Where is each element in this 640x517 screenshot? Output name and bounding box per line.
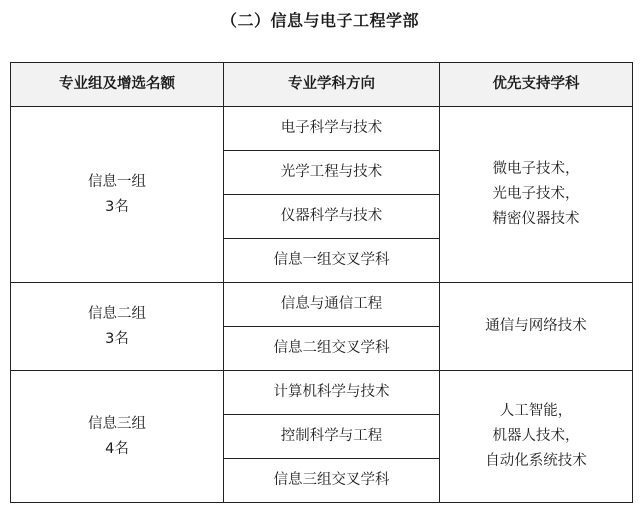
header-major-direction: 专业学科方向 <box>224 63 440 107</box>
priority-line: 自动化系统技术 <box>485 453 587 469</box>
group-quota: 4名 <box>105 440 129 457</box>
group-name: 信息三组 <box>88 415 146 432</box>
group-name: 信息一组 <box>88 173 146 190</box>
major-cell: 信息与通信工程 <box>224 283 440 327</box>
priority-cell <box>440 283 633 371</box>
header-group-quota: 专业组及增选名额 <box>11 63 224 107</box>
major-cell: 信息二组交叉学科 <box>224 327 440 371</box>
priority-line: 人工智能， <box>499 403 573 419</box>
priority-line: 光电子技术， <box>492 186 580 202</box>
priority-line: 精密仪器技术 <box>492 211 580 227</box>
priority-line: 通信与网络技术 <box>485 318 587 334</box>
priority-cell <box>440 371 633 503</box>
table-row <box>11 107 633 151</box>
group-cell <box>11 371 224 503</box>
group-cell <box>11 107 224 283</box>
discipline-table <box>10 62 633 503</box>
major-cell: 电子科学与技术 <box>224 107 440 151</box>
major-cell: 计算机科学与技术 <box>224 371 440 415</box>
major-cell: 仪器科学与技术 <box>224 195 440 239</box>
priority-line: 微电子技术， <box>492 161 580 177</box>
group-cell <box>11 283 224 371</box>
table-row <box>11 371 633 415</box>
priority-cell <box>440 107 633 283</box>
table-row <box>11 283 633 327</box>
section-title: （二）信息与电子工程学部 <box>220 11 419 30</box>
major-cell: 信息一组交叉学科 <box>224 239 440 283</box>
header-priority-discipline: 优先支持学科 <box>440 63 633 107</box>
group-name: 信息二组 <box>88 305 146 322</box>
group-quota: 3名 <box>105 330 129 347</box>
major-cell: 信息三组交叉学科 <box>224 459 440 503</box>
major-cell: 光学工程与技术 <box>224 151 440 195</box>
table-header-row <box>11 63 633 107</box>
group-quota: 3名 <box>105 198 129 215</box>
priority-line: 机器人技术， <box>492 428 580 444</box>
major-cell: 控制科学与工程 <box>224 415 440 459</box>
